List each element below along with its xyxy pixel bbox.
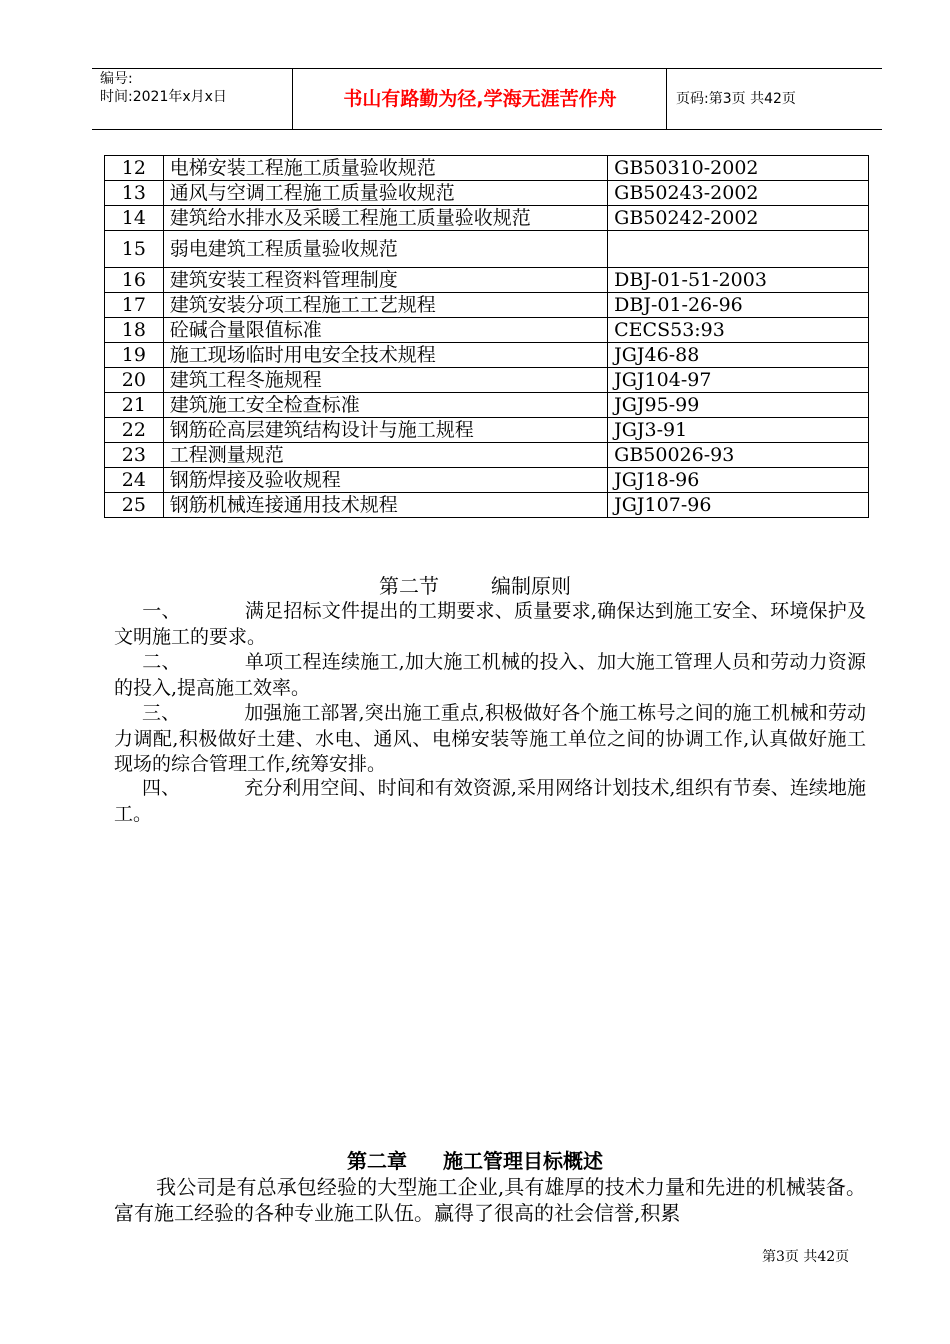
item-marker: 三、 <box>142 702 181 724</box>
chapter-title <box>0 1148 950 1174</box>
item-marker: 四、 <box>142 777 181 799</box>
row-number: 21 <box>105 393 164 418</box>
standard-name: 砼碱合量限值标准 <box>163 318 607 343</box>
row-number: 22 <box>105 418 164 443</box>
row-number: 16 <box>105 268 164 293</box>
row-number: 17 <box>105 293 164 318</box>
standard-code: JGJ46-88 <box>608 343 869 368</box>
table-row <box>105 493 869 518</box>
standard-code: JGJ3-91 <box>608 418 869 443</box>
item-text: 充分利用空间、时间和有效资源,采用网络计划技术,组织有节奏、连续地施工。 <box>114 777 866 825</box>
table-row <box>105 206 869 231</box>
table-row <box>105 268 869 293</box>
header-motto: 书山有路勤为径,学海无涯苦作舟 <box>343 88 617 110</box>
header-page-info: 页码:第3页 共42页 <box>676 91 796 107</box>
row-number: 19 <box>105 343 164 368</box>
standard-code: DBJ-01-26-96 <box>608 293 869 318</box>
section-name: 编制原则 <box>491 574 571 598</box>
standard-name: 钢筋砼高层建筑结构设计与施工规程 <box>163 418 607 443</box>
standard-name: 建筑安装工程资料管理制度 <box>163 268 607 293</box>
row-number: 15 <box>105 231 164 268</box>
chapter-intro-paragraph <box>114 1174 866 1226</box>
standard-name: 建筑安装分项工程施工工艺规程 <box>163 293 607 318</box>
standard-name: 建筑施工安全检查标准 <box>163 393 607 418</box>
standard-code: JGJ104-97 <box>608 368 869 393</box>
chapter-name: 施工管理目标概述 <box>443 1149 603 1173</box>
chapter-intro-text: 我公司是有总承包经验的大型施工企业,具有雄厚的技术力量和先进的机械装备。富有施工经验的各种专业施工队伍。赢得了很高的社会信誉,积累 <box>114 1175 866 1225</box>
document-number-label: 编号: <box>100 71 133 87</box>
standard-name: 电梯安装工程施工质量验收规范 <box>163 156 607 181</box>
row-number: 23 <box>105 443 164 468</box>
standard-name: 钢筋机械连接通用技术规程 <box>163 493 607 518</box>
row-number: 14 <box>105 206 164 231</box>
standard-code: GB50310-2002 <box>608 156 869 181</box>
row-number: 25 <box>105 493 164 518</box>
section-number: 第二节 <box>379 574 439 598</box>
standard-code: GB50242-2002 <box>608 206 869 231</box>
row-number: 12 <box>105 156 164 181</box>
standard-code: JGJ95-99 <box>608 393 869 418</box>
chapter-number: 第二章 <box>347 1149 407 1173</box>
standard-name: 通风与空调工程施工质量验收规范 <box>163 181 607 206</box>
table-row <box>105 418 869 443</box>
section-title <box>0 573 950 599</box>
principle-item-4 <box>114 776 866 827</box>
row-number: 13 <box>105 181 164 206</box>
standard-name: 弱电建筑工程质量验收规范 <box>163 231 607 268</box>
item-text: 加强施工部署,突出施工重点,积极做好各个施工栋号之间的施工机械和劳动力调配,积极做好土建、水电、通风、电梯安装等施工单位之间的协调工作,认真做好施工现场的综合管理工作,统筹安排。 <box>114 702 866 775</box>
standard-code: JGJ107-96 <box>608 493 869 518</box>
item-text: 满足招标文件提出的工期要求、质量要求,确保达到施工安全、环境保护及文明施工的要求。 <box>114 600 866 648</box>
table-row <box>105 468 869 493</box>
table-row <box>105 368 869 393</box>
standard-code: JGJ18-96 <box>608 468 869 493</box>
table-row <box>105 343 869 368</box>
standard-code: GB50026-93 <box>608 443 869 468</box>
standard-name: 工程测量规范 <box>163 443 607 468</box>
table-row <box>105 293 869 318</box>
document-time-label: 时间:2021年x月x日 <box>100 89 227 105</box>
principle-item-1 <box>114 599 866 650</box>
table-row <box>105 393 869 418</box>
table-row <box>105 443 869 468</box>
standard-name: 施工现场临时用电安全技术规程 <box>163 343 607 368</box>
standard-code: DBJ-01-51-2003 <box>608 268 869 293</box>
row-number: 18 <box>105 318 164 343</box>
standard-name: 钢筋焊接及验收规程 <box>163 468 607 493</box>
page-footer: 第3页 共42页 <box>762 1249 850 1265</box>
row-number: 20 <box>105 368 164 393</box>
standard-name: 建筑给水排水及采暖工程施工质量验收规范 <box>163 206 607 231</box>
item-marker: 一、 <box>142 600 181 622</box>
principle-item-3 <box>114 701 866 778</box>
table-row <box>105 231 869 268</box>
item-marker: 二、 <box>142 651 181 673</box>
header-meta <box>92 69 292 129</box>
header-divider <box>666 69 667 129</box>
table-row <box>105 318 869 343</box>
standard-code: GB50243-2002 <box>608 181 869 206</box>
standard-code: CECS53:93 <box>608 318 869 343</box>
standard-name: 建筑工程冬施规程 <box>163 368 607 393</box>
page-header <box>92 68 882 130</box>
principle-item-2 <box>114 650 866 701</box>
standards-table <box>104 155 869 518</box>
row-number: 24 <box>105 468 164 493</box>
standard-code <box>608 231 869 268</box>
header-divider <box>292 69 293 129</box>
item-text: 单项工程连续施工,加大施工机械的投入、加大施工管理人员和劳动力资源的投入,提高施工效率。 <box>114 651 866 699</box>
table-row <box>105 156 869 181</box>
table-row <box>105 181 869 206</box>
